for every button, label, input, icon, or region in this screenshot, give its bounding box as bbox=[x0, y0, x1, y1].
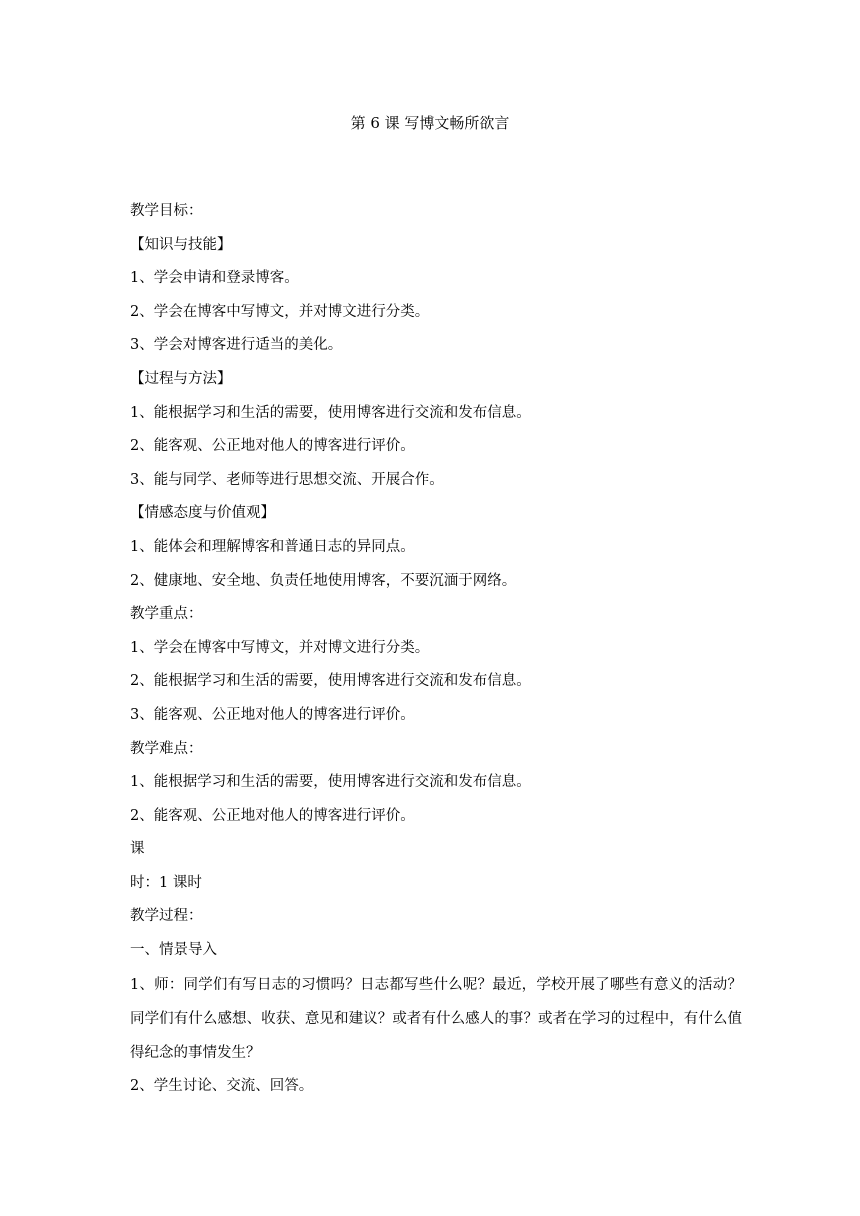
list-item: 1、能体会和理解博客和普通日志的异同点。 bbox=[130, 538, 415, 555]
section-heading-key-points: 教学重点： bbox=[130, 606, 203, 623]
intro-paragraph: 1、师：同学们有写日志的习惯吗？日志都写些什么呢？最近，学校开展了哪些有意义的活动？同学们有什么感想、收获、意见和建议？或者有什么感人的事？或者在学习的过程中，有什么值得纪念的事情发生？ bbox=[130, 976, 742, 1061]
list-item: 2、能客观、公正地对他人的博客进行评价。 bbox=[130, 438, 415, 455]
list-item: 1、能根据学习和生活的需要，使用博客进行交流和发布信息。 bbox=[130, 404, 531, 421]
section-heading-process: 教学过程： bbox=[130, 908, 203, 925]
section-heading-objectives: 教学目标： bbox=[130, 203, 203, 219]
class-hours-label: 课 bbox=[130, 841, 145, 858]
document-body bbox=[130, 195, 742, 1103]
list-item: 2、学生讨论、交流、回答。 bbox=[130, 1077, 314, 1094]
subheading-attitude-values: 【情感态度与价值观】 bbox=[130, 505, 275, 522]
list-item: 1、能根据学习和生活的需要，使用博客进行交流和发布信息。 bbox=[130, 774, 531, 791]
list-item: 2、能客观、公正地对他人的博客进行评价。 bbox=[130, 807, 415, 824]
list-item: 1、学会申请和登录博客。 bbox=[130, 270, 299, 287]
list-item: 2、能根据学习和生活的需要，使用博客进行交流和发布信息。 bbox=[130, 673, 531, 690]
list-item: 3、能客观、公正地对他人的博客进行评价。 bbox=[130, 706, 415, 723]
list-item: 3、学会对博客进行适当的美化。 bbox=[130, 337, 343, 354]
list-item: 2、学会在博客中写博文，并对博文进行分类。 bbox=[130, 303, 430, 320]
subheading-knowledge-skills: 【知识与技能】 bbox=[130, 236, 232, 253]
step-heading-intro: 一、情景导入 bbox=[130, 942, 217, 959]
section-heading-difficulties: 教学难点： bbox=[130, 740, 203, 757]
document-title: 第 6 课 写博文畅所欲言 bbox=[350, 114, 510, 132]
class-hours-value: 时：1 课时 bbox=[130, 874, 202, 891]
subheading-process-method: 【过程与方法】 bbox=[130, 370, 232, 387]
list-item: 3、能与同学、老师等进行思想交流、开展合作。 bbox=[130, 471, 444, 488]
list-item: 2、健康地、安全地、负责任地使用博客，不要沉湎于网络。 bbox=[130, 572, 517, 589]
list-item: 1、学会在博客中写博文，并对博文进行分类。 bbox=[130, 639, 430, 656]
